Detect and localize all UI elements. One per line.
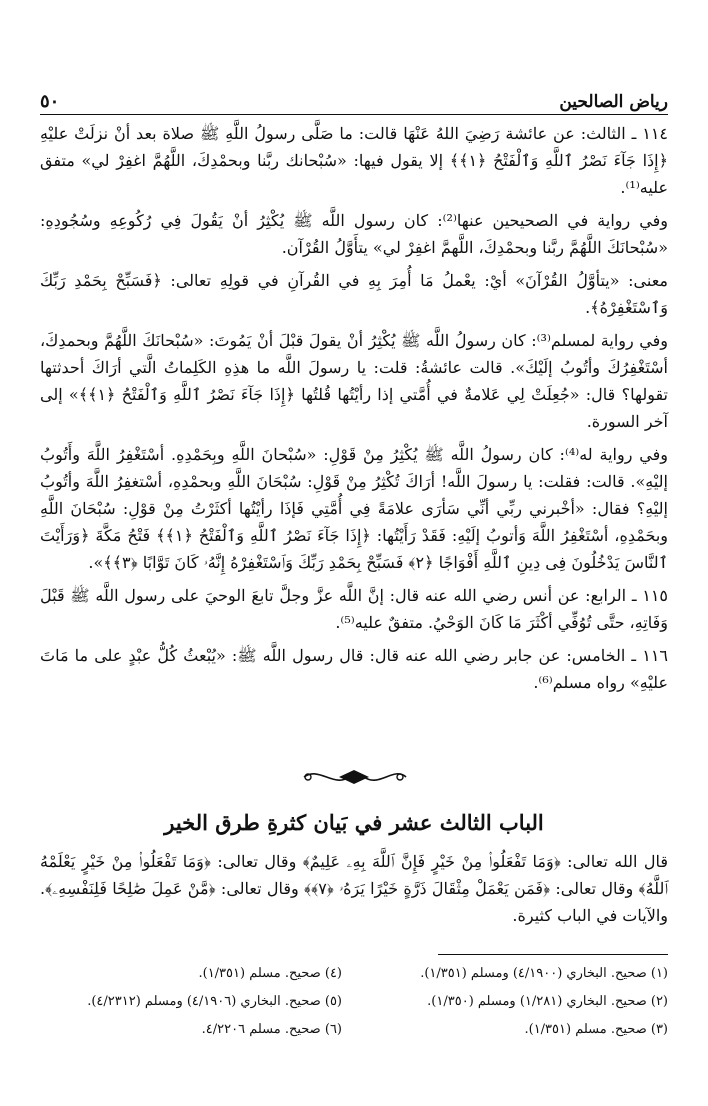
hadith-116: ١١٦ ـ الخامس: عن جابر رضي الله عنه قال: قال رسول اللَّه ﷺ: «يُبْعثُ كُلُّ عبْدٍ على ما مَاتَ عليْهِ» رواه مسلم⁽⁶⁾. <box>40 646 669 692</box>
footnote-3: (٣) صحيح. مسلم (١/٣٥١). <box>524 1022 668 1037</box>
ornament-icon <box>294 762 414 792</box>
footnotes <box>40 964 668 1040</box>
chapter-verses: قال الله تعالى: ﴿وَمَا تَفْعَلُوا۟ مِنْ خَيْرٍ فَإِنَّ ٱللَّهَ بِهِۦ عَلِيمٌ﴾ وقال تعالى: ﴿وَمَا تَفْعَلُوا۟ مِنْ خَيْرٍ يَعْلَمْهُ ٱللَّهُ﴾ وقال تعالى: ﴿فَمَن يَعْمَلْ مِثْقَالَ ذَرَّةٍ خَيْرًا يَرَهُۥ ﴿٧﴾﴾ وقال تعالى: ﴿مَّنْ عَمِلَ صَٰلِحًا فَلِنَفْسِهِۦ﴾. والآيات في الباب كثيرة. <box>40 852 668 925</box>
footnote-separator <box>438 954 668 955</box>
hadith-114: ١١٤ ـ الثالث: عن عائشة رَضِيَ اللهُ عَنْهَا قالت: ما صَلَّى رسولُ اللَّهِ ﷺ صلاة بعد أنْ نزلَتْ عليْهِ ﴿إِذَا جَآءَ نَصْرُ ٱللَّهِ وَٱلْفَتْحُ ﴿١﴾﴾ إلا يقول فيها: «سُبْحانك ربَّنا وبحمْدِكَ، اللَّهُمَّ اغفِرْ لي» متفق عليه⁽¹⁾. <box>40 124 668 197</box>
footnote-4: (٤) صحيح. مسلم (١/٣٥١). <box>198 966 342 981</box>
hadith-text <box>40 120 668 702</box>
narration-sahihain: وفي رواية في الصحيحين عنها⁽²⁾: كان رسول اللَّه ﷺ يُكْثِرُ أنْ يَقُولَ فِي رُكُوعِهِ وسُجُودِهِ: «سُبْحانَكَ اللَّهُمَّ ربَّنا وبحمْدِكَ، اللَّهمَّ اغفِرْ لي» يتأَوَّلُ القُرْآن. <box>40 211 668 257</box>
ornament-divider <box>0 762 708 796</box>
footnote-1: (١) صحيح. البخاري (٤/١٩٠٠) ومسلم (١/٣٥١). <box>420 966 668 981</box>
narration-muslim: وفي رواية لمسلم⁽³⁾: كان رسولُ اللَّه ﷺ يُكْثِرُ أنْ يقولَ قبْلَ أنْ يَمُوتَ: «سُبْحانَكَ اللَّهُمَّ وبحمدِكَ، أسْتَغْفِرُكَ وأتُوبُ إلَيْكَ». قالت عائشةُ: قلت: يا رسولَ اللَّه ما هذِهِ الكَلِماتُ الَّتي أرَاكَ أحدثتها تقولها؟ قال: «جُعِلَتْ لِي عَلامةٌ في أُمَّتي إذا رأيْتُها قُلتُها ﴿إِذَا جَآءَ نَصْرُ ٱللَّهِ وَٱلْفَتْحُ ﴿١﴾﴾» إلى آخر السورة. <box>40 331 669 431</box>
page-header <box>40 86 668 115</box>
footnote-6: (٦) صحيح. مسلم ٤/٢٢٠٦. <box>201 1022 342 1037</box>
explanation: معنى: «يتأوَّلُ القُرْآنَ» أيْ: يعْملُ مَا أُمِرَ بِهِ في القُرآنِ في قولِهِ تعالى: ﴿فَسَبِّحْ بِحَمْدِ رَبِّكَ وَٱسْتَغْفِرْهُ﴾. <box>40 271 669 317</box>
footnote-5: (٥) صحيح. البخاري (٤/١٩٠٦) ومسلم (٤/٢٣١٢). <box>87 994 342 1009</box>
chapter-intro <box>40 848 668 929</box>
book-title: رياض الصالحين <box>559 92 668 112</box>
chapter-title: الباب الثالث عشر في بَيان كثرةِ طرق الخير <box>164 810 544 835</box>
narration-muslim-2: وفي رواية له⁽⁴⁾: كان رسولُ اللَّه ﷺ يُكْثِرُ مِنْ قَوْلِ: «سُبْحانَ اللَّهِ وبِحَمْدِهِ. أسْتَغْفِرُ اللَّهَ وأَتُوبُ إليْهِ». قالت: فقلت: يا رسولَ اللَّه! أرَاكَ تُكْثِرُ مِنْ قَوْلِ: سُبْحَانَ اللَّهِ وبحمْدِهِ، أسْتغفِرُ اللَّهَ وأتُوبُ إليْهِ؟ فقال: «أخْبرني ربِّي أنِّي سَأرَى علامَةً فِي أُمَّتِي فَإذَا رأيْتُها أكثَرْتُ مِنْ قوْلِ: سُبْحَانَ اللَّهِ وبحَمْدِهِ، أسْتَغْفِرُ اللَّهَ وَأتوبُ إلَيْهِ: فَقَدْ رَأَيْتُها: ﴿إِذَا جَآءَ نَصْرُ ٱللَّهِ وَٱلْفَتْحُ ﴿١﴾﴾ فَتْحُ مَكَّةَ ﴿وَرَأَيْتَ ٱلنَّاسَ يَدْخُلُونَ فِى دِينِ ٱللَّهِ أَفْوَاجًا ﴿٢﴾ فَسَبِّحْ بِحَمْدِ رَبِّكَ وَٱسْتَغْفِرْهُ إِنَّهُۥ كَانَ تَوَّابًا ﴿٣﴾﴾». <box>40 445 669 572</box>
hadith-115: ١١٥ ـ الرابع: عن أنس رضي الله عنه قال: إنَّ اللَّه عزَّ وجلَّ تابعَ الوحيَ على رسول اللَّه ﷺ قَبْلَ وَفَاتِهِ، حتَّى تُوُفِّي أكْثَرَ مَا كَانَ الوَحْيُ. متفقٌ عليه⁽⁵⁾. <box>40 586 668 632</box>
page-number: ٥٠ <box>40 91 60 112</box>
footnote-2: (٢) صحيح. البخاري (١/٢٨١) ومسلم (١/٣٥٠). <box>427 994 668 1009</box>
